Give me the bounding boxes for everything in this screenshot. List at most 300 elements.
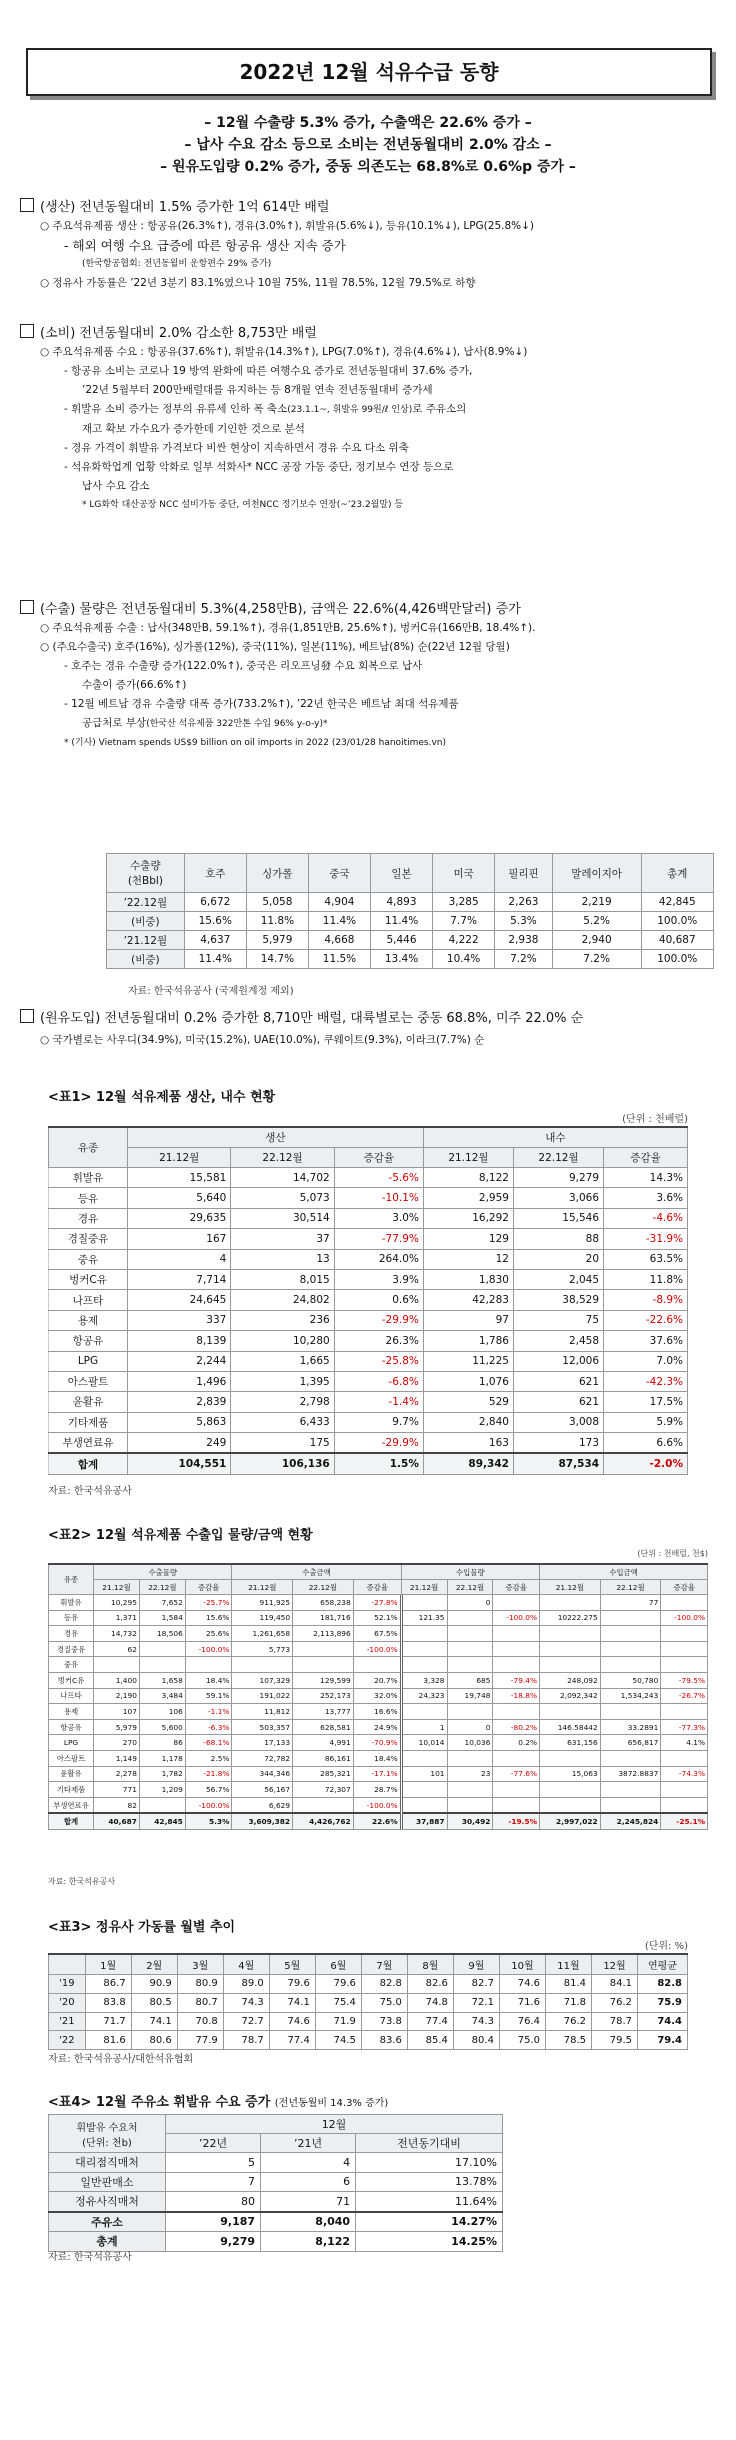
table-cell: 1,149 xyxy=(94,1750,140,1766)
table-cell xyxy=(600,1641,661,1657)
col-header: 일본 xyxy=(370,854,432,893)
table-cell: 40,687 xyxy=(94,1813,140,1829)
table-cell: 89.0 xyxy=(223,1975,269,1994)
table-cell: 74.8 xyxy=(407,1993,453,2012)
production-bullet-1: 주요석유제품 생산 : 항공유(26.3%↑), 경유(3.0%↑), 휘발유(5.6%↓), 등유(10.1%↓), LPG(25.8%↓) xyxy=(52,220,535,232)
table-cell: 181,716 xyxy=(293,1610,354,1626)
table-cell: -2.0% xyxy=(604,1453,688,1474)
table3-header: 12월 xyxy=(592,1954,638,1975)
table-cell: 중유 xyxy=(49,1657,94,1673)
table-cell: 1,076 xyxy=(423,1371,513,1391)
circle-bullet-icon: ○ xyxy=(40,277,50,289)
table-cell: 77.4 xyxy=(407,2012,453,2031)
checkbox-square-icon xyxy=(20,198,34,212)
row-label: ’21.12월 xyxy=(107,931,185,950)
table-cell: 33.2891 xyxy=(600,1719,661,1735)
table2-subheader: 증감율 xyxy=(185,1580,232,1595)
table-cell: 2,092,342 xyxy=(540,1688,601,1704)
table-cell: 11.4% xyxy=(308,912,370,931)
table-cell: 71.6 xyxy=(499,1993,545,2012)
table-cell: 80.6 xyxy=(131,2031,177,2050)
table-cell: 19,748 xyxy=(447,1688,493,1704)
table3-header: 5월 xyxy=(269,1954,315,1975)
table-cell: 80.5 xyxy=(131,1993,177,2012)
table1-unit: (단위 : 천배럴) xyxy=(622,1114,688,1125)
table-cell: 항공유 xyxy=(49,1331,128,1351)
table-cell: 74.4 xyxy=(638,2012,688,2031)
table-cell: 100.0% xyxy=(641,950,713,969)
table-cell xyxy=(401,1657,447,1673)
table-cell: 84.1 xyxy=(592,1975,638,1994)
table-cell: 73.8 xyxy=(361,2012,407,2031)
table-cell: 13.78% xyxy=(356,2172,503,2192)
table-cell: 대리점직매처 xyxy=(49,2153,166,2173)
table-row xyxy=(107,931,714,950)
table-cell: 3872.8837 xyxy=(600,1766,661,1782)
table-cell xyxy=(661,1750,708,1766)
table3-header: 7월 xyxy=(361,1954,407,1975)
table-row xyxy=(49,1188,688,1208)
table-cell: -22.6% xyxy=(604,1310,688,1330)
table-cell: 6,629 xyxy=(232,1797,293,1813)
table-cell: 부생연료유 xyxy=(49,1797,94,1813)
table-cell: -29.9% xyxy=(334,1310,423,1330)
table-cell: 2,959 xyxy=(423,1188,513,1208)
table1-subheader: 21.12월 xyxy=(128,1148,231,1168)
table-cell: -100.0% xyxy=(185,1641,232,1657)
table-cell: -25.8% xyxy=(334,1351,423,1371)
table-row xyxy=(49,1688,708,1704)
consumption-detail-2-cont: 로 주유소의 xyxy=(412,403,467,415)
table3-header: 9월 xyxy=(453,1954,499,1975)
table-cell: 100.0% xyxy=(641,912,713,931)
table-cell: 1,534,243 xyxy=(600,1688,661,1704)
table-cell: 5,640 xyxy=(128,1188,231,1208)
table-row xyxy=(49,2212,503,2232)
table-cell: 77 xyxy=(600,1595,661,1611)
table-cell: 2,940 xyxy=(552,931,641,950)
table-total-row xyxy=(49,1453,688,1474)
table-cell xyxy=(540,1797,601,1813)
table-cell: '21 xyxy=(49,2012,86,2031)
table-cell xyxy=(540,1704,601,1720)
consumption-detail-1: 항공유 소비는 코로나 19 방역 완화에 따른 여행수요 증가로 전년동월대비 37.6% 증가, xyxy=(71,365,473,377)
table-cell: 79.6 xyxy=(269,1975,315,1994)
table-cell: 90.9 xyxy=(131,1975,177,1994)
export-detail-1b: 수출이 증가(66.6%↑) xyxy=(82,679,187,691)
table-cell: 주유소 xyxy=(49,2212,166,2232)
table-cell: 24,645 xyxy=(128,1290,231,1310)
table-cell: 252,173 xyxy=(293,1688,354,1704)
table-cell: 11.4% xyxy=(184,950,246,969)
table-cell xyxy=(447,1641,493,1657)
table-cell: 일반판매소 xyxy=(49,2172,166,2192)
table-cell xyxy=(353,1657,401,1673)
table4-subheader: 전년동기대비 xyxy=(356,2134,503,2153)
table-cell: 11.8% xyxy=(604,1269,688,1289)
table-cell xyxy=(447,1782,493,1798)
table-cell: 30,514 xyxy=(231,1208,334,1228)
table-cell: 8,015 xyxy=(231,1269,334,1289)
table-cell: 146.58442 xyxy=(540,1719,601,1735)
table-cell: 합계 xyxy=(49,1453,128,1474)
dash-bullet-icon: - xyxy=(64,461,68,473)
table-cell xyxy=(447,1610,493,1626)
circle-bullet-icon: ○ xyxy=(40,346,50,358)
table-cell xyxy=(661,1595,708,1611)
table-cell xyxy=(401,1782,447,1798)
table-cell: -6.8% xyxy=(334,1371,423,1391)
table-cell: 74.6 xyxy=(499,1975,545,1994)
checkbox-square-icon xyxy=(20,324,34,338)
row-label: (비중) xyxy=(107,912,185,931)
table-cell: 97 xyxy=(423,1310,513,1330)
table-cell: 2,245,824 xyxy=(600,1813,661,1829)
table2-subheader: 22.12월 xyxy=(447,1580,493,1595)
table-cell: -18.8% xyxy=(493,1688,540,1704)
table2-group-header: 수입금액 xyxy=(540,1564,708,1580)
table-cell: 16.6% xyxy=(353,1704,401,1720)
table-cell: 59.1% xyxy=(185,1688,232,1704)
table-cell: 129 xyxy=(423,1229,513,1249)
table-cell xyxy=(232,1657,293,1673)
section-crude-import xyxy=(20,1009,720,1050)
table-cell: 1,658 xyxy=(139,1672,185,1688)
crude-bullet-1: 국가별로는 사우디(34.9%), 미국(15.2%), UAE(10.0%), 쿠웨이트(9.3%), 이라크(7.7%) 순 xyxy=(52,1034,485,1046)
table-cell: -8.9% xyxy=(604,1290,688,1310)
table4-subheader: ’22년 xyxy=(166,2134,261,2153)
table-cell: 1,178 xyxy=(139,1750,185,1766)
table-row xyxy=(49,1168,688,1188)
section-consumption-head: (소비) 전년동월대비 2.0% 감소한 8,753만 배럴 xyxy=(40,326,317,341)
table-cell: 771 xyxy=(94,1782,140,1798)
table1-subheader: 증감율 xyxy=(604,1148,688,1168)
table-row xyxy=(49,1290,688,1310)
table-cell: 3,008 xyxy=(513,1412,603,1432)
table-cell: 14.27% xyxy=(356,2212,503,2232)
table-row xyxy=(49,1797,708,1813)
table-cell: -70.9% xyxy=(353,1735,401,1751)
table2 xyxy=(48,1563,708,1830)
table-cell: 106 xyxy=(139,1704,185,1720)
table-cell: 72,782 xyxy=(232,1750,293,1766)
table-cell: 4,222 xyxy=(433,931,495,950)
table-cell: 4,991 xyxy=(293,1735,354,1751)
table-cell: 5,058 xyxy=(246,893,308,912)
table-cell: 휘발유 xyxy=(49,1595,94,1611)
table-cell: 119,450 xyxy=(232,1610,293,1626)
table-cell: 2,263 xyxy=(495,893,553,912)
table-cell: -29.9% xyxy=(334,1433,423,1454)
table-cell: 83.6 xyxy=(361,2031,407,2050)
section-production-head: (생산) 전년동월대비 1.5% 증가한 1억 614만 배럴 xyxy=(40,200,330,215)
table-cell: 17.5% xyxy=(604,1392,688,1412)
table-cell: 337 xyxy=(128,1310,231,1330)
table-cell xyxy=(600,1610,661,1626)
table-cell: 3.0% xyxy=(334,1208,423,1228)
table-cell: 63.5% xyxy=(604,1249,688,1269)
table-cell: 74.6 xyxy=(269,2012,315,2031)
table-cell xyxy=(139,1641,185,1657)
table-row xyxy=(49,1310,688,1330)
table-cell xyxy=(401,1750,447,1766)
table-row xyxy=(49,2172,503,2192)
summary-line-2: – 납사 수요 감소 등으로 소비는 전년동월대비 2.0% 감소 – xyxy=(184,137,552,153)
table-cell: 14.7% xyxy=(246,950,308,969)
table-cell: 휘발유 xyxy=(49,1168,128,1188)
table-cell: 3,285 xyxy=(433,893,495,912)
table-row xyxy=(49,1719,708,1735)
table-row xyxy=(49,1766,708,1782)
production-detail-1: 해외 여행 수요 급증에 따른 항공유 생산 지속 증가 xyxy=(72,238,346,253)
table-cell: 42,845 xyxy=(139,1813,185,1829)
table-cell xyxy=(401,1626,447,1642)
table3-header: 1월 xyxy=(85,1954,131,1975)
table3-header: 10월 xyxy=(499,1954,545,1975)
table-row xyxy=(107,893,714,912)
table-cell: 72,307 xyxy=(293,1782,354,1798)
table-cell xyxy=(94,1657,140,1673)
table-cell: 81.6 xyxy=(85,2031,131,2050)
table-cell: 78.7 xyxy=(592,2012,638,2031)
table2-group-header: 수출금액 xyxy=(232,1564,401,1580)
table-cell: 270 xyxy=(94,1735,140,1751)
table-cell: 50,780 xyxy=(600,1672,661,1688)
table3-header: 8월 xyxy=(407,1954,453,1975)
table1-source: 자료: 한국석유공사 xyxy=(48,1486,132,1497)
table-cell: 나프타 xyxy=(49,1290,128,1310)
table2-subheader: 증감율 xyxy=(661,1580,708,1595)
table-cell: 5,073 xyxy=(231,1188,334,1208)
table-row xyxy=(107,912,714,931)
table-row xyxy=(49,1595,708,1611)
table-cell xyxy=(661,1641,708,1657)
table-cell: -100.0% xyxy=(493,1610,540,1626)
table3-header: 11월 xyxy=(545,1954,591,1975)
table2-group-header: 수출물량 xyxy=(94,1564,232,1580)
table-cell xyxy=(540,1782,601,1798)
table-cell: 7,652 xyxy=(139,1595,185,1611)
table-row xyxy=(49,1993,688,2012)
table-cell: 14.3% xyxy=(604,1168,688,1188)
table-cell: 74.1 xyxy=(131,2012,177,2031)
table3-header: 4월 xyxy=(223,1954,269,1975)
table-cell: 86.7 xyxy=(85,1975,131,1994)
table-cell: 12,006 xyxy=(513,1351,603,1371)
table2-subheader: 21.12월 xyxy=(94,1580,140,1595)
table-cell xyxy=(493,1657,540,1673)
table-cell: 71.7 xyxy=(85,2012,131,2031)
table1-subheader: 증감율 xyxy=(334,1148,423,1168)
table-cell: 88 xyxy=(513,1229,603,1249)
table-cell: 106,136 xyxy=(231,1453,334,1474)
table-cell: 71 xyxy=(261,2192,356,2212)
table2-subheader: 증감율 xyxy=(353,1580,401,1595)
table-cell: 17,133 xyxy=(232,1735,293,1751)
table-cell xyxy=(447,1657,493,1673)
table2-subheader: 22.12월 xyxy=(139,1580,185,1595)
table-cell: -19.5% xyxy=(493,1813,540,1829)
table-cell: 2,045 xyxy=(513,1269,603,1289)
table-cell: 4 xyxy=(261,2153,356,2173)
table-cell xyxy=(493,1782,540,1798)
table-row xyxy=(49,1657,708,1673)
table-cell: 101 xyxy=(401,1766,447,1782)
table-cell: 86 xyxy=(139,1735,185,1751)
table-cell: 합계 xyxy=(49,1813,94,1829)
table-cell xyxy=(493,1750,540,1766)
table4-month-header: 12월 xyxy=(166,2115,503,2134)
table-cell: 0 xyxy=(447,1595,493,1611)
table4-source: 자료: 한국석유공사 xyxy=(48,2252,132,2263)
table-cell xyxy=(661,1626,708,1642)
table-cell: -77.3% xyxy=(661,1719,708,1735)
table-cell: 42,845 xyxy=(641,893,713,912)
table-cell: 173 xyxy=(513,1433,603,1454)
table-cell: 용제 xyxy=(49,1704,94,1720)
table-cell: 9.7% xyxy=(334,1412,423,1432)
table-cell: -1.4% xyxy=(334,1392,423,1412)
table-cell: 4,893 xyxy=(370,893,432,912)
table-row xyxy=(49,1433,688,1454)
table3-header: 3월 xyxy=(177,1954,223,1975)
table-cell xyxy=(293,1641,354,1657)
table-cell: 5.3% xyxy=(185,1813,232,1829)
table-cell: 1,786 xyxy=(423,1331,513,1351)
table-cell: 1,395 xyxy=(231,1371,334,1391)
table3-source: 자료: 한국석유공사/대한석유협회 xyxy=(48,2054,194,2065)
table-cell: '19 xyxy=(49,1975,86,1994)
table1-subheader: 22.12월 xyxy=(231,1148,334,1168)
table-cell xyxy=(600,1797,661,1813)
table-cell: 11.4% xyxy=(370,912,432,931)
table-cell: 총계 xyxy=(49,2232,166,2252)
table3-unit: (단위: %) xyxy=(644,1941,688,1952)
table-cell: 82.8 xyxy=(638,1975,688,1994)
table-row xyxy=(49,2153,503,2173)
table-cell: 121.35 xyxy=(401,1610,447,1626)
table-cell: 71.9 xyxy=(315,2012,361,2031)
table-cell: 6 xyxy=(261,2172,356,2192)
table-cell: 80 xyxy=(166,2192,261,2212)
table-row xyxy=(49,1208,688,1228)
table-cell: 10,036 xyxy=(447,1735,493,1751)
table-cell: 83.8 xyxy=(85,1993,131,2012)
table-cell: 2,278 xyxy=(94,1766,140,1782)
checkbox-square-icon xyxy=(20,1009,34,1023)
table-row xyxy=(49,1735,708,1751)
dash-bullet-icon: - xyxy=(64,660,68,672)
dash-bullet-icon: - xyxy=(64,365,68,377)
table-cell: 2,938 xyxy=(495,931,553,950)
table-cell: -74.3% xyxy=(661,1766,708,1782)
table-cell xyxy=(600,1704,661,1720)
table-cell xyxy=(661,1704,708,1720)
table-cell: 2,219 xyxy=(552,893,641,912)
dash-bullet-icon: - xyxy=(64,698,68,710)
table2-group-header: 수입물량 xyxy=(401,1564,539,1580)
table-cell: 285,321 xyxy=(293,1766,354,1782)
table-cell: 8,122 xyxy=(261,2232,356,2252)
table-row xyxy=(49,1641,708,1657)
table-cell: 87,534 xyxy=(513,1453,603,1474)
export-detail-1: 호주는 경유 수출량 증가(122.0%↑), 중국은 리오프닝發 수요 회복으로 납사 xyxy=(71,660,423,672)
table-cell: -100.0% xyxy=(353,1797,401,1813)
col-header: 중국 xyxy=(308,854,370,893)
table-cell: 1,782 xyxy=(139,1766,185,1782)
table-cell: 11,812 xyxy=(232,1704,293,1720)
table-row xyxy=(49,2012,688,2031)
col-header: 싱가폴 xyxy=(246,854,308,893)
table-cell: 5.9% xyxy=(604,1412,688,1432)
table-cell: 7,714 xyxy=(128,1269,231,1289)
table-cell: 7.7% xyxy=(433,912,495,931)
table-cell: 15.6% xyxy=(184,912,246,931)
table-cell: 13 xyxy=(231,1249,334,1269)
table-cell: 74.1 xyxy=(269,1993,315,2012)
table-cell: 80.9 xyxy=(177,1975,223,1994)
table-cell: 11.8% xyxy=(246,912,308,931)
table-cell: 0.6% xyxy=(334,1290,423,1310)
table-cell: 4,904 xyxy=(308,893,370,912)
table-cell: 벙커C유 xyxy=(49,1269,128,1289)
table-cell: 29,635 xyxy=(128,1208,231,1228)
section-export-head: (수출) 물량은 전년동월대비 5.3%(4,258만B), 금액은 22.6%(4,426백만달러) 증가 xyxy=(40,602,521,617)
table1-subheader: 21.12월 xyxy=(423,1148,513,1168)
table-cell: 78.7 xyxy=(223,2031,269,2050)
table-cell: 23 xyxy=(447,1766,493,1782)
table-cell: 32.0% xyxy=(353,1688,401,1704)
table-cell: 4,668 xyxy=(308,931,370,950)
table-cell: 경유 xyxy=(49,1626,94,1642)
table-cell: -4.6% xyxy=(604,1208,688,1228)
table2-subheader: 증감율 xyxy=(493,1580,540,1595)
table3-header xyxy=(49,1954,86,1975)
table-cell xyxy=(401,1797,447,1813)
table-cell: 14,732 xyxy=(94,1626,140,1642)
table-cell: 기타제품 xyxy=(49,1412,128,1432)
table-cell: 52.1% xyxy=(353,1610,401,1626)
table-cell: 37 xyxy=(231,1229,334,1249)
table-cell: 3,328 xyxy=(401,1672,447,1688)
table3-header: 6월 xyxy=(315,1954,361,1975)
table-cell: 1,830 xyxy=(423,1269,513,1289)
table-cell: 82.7 xyxy=(453,1975,499,1994)
table-cell: 정유사직매처 xyxy=(49,2192,166,2212)
table-cell xyxy=(540,1641,601,1657)
table-cell xyxy=(540,1657,601,1673)
table-cell xyxy=(401,1704,447,1720)
table-cell: -27.8% xyxy=(353,1595,401,1611)
table-cell: -6.3% xyxy=(185,1719,232,1735)
table-cell: 6,433 xyxy=(231,1412,334,1432)
table-cell: -1.1% xyxy=(185,1704,232,1720)
table-cell: 10,280 xyxy=(231,1331,334,1351)
table3-header: 연평균 xyxy=(638,1954,688,1975)
table-cell xyxy=(661,1782,708,1798)
table-cell: 248,092 xyxy=(540,1672,601,1688)
table-cell: 30,492 xyxy=(447,1813,493,1829)
table-cell: 529 xyxy=(423,1392,513,1412)
consumption-note: * LG화학 대산공장 NCC 설비가동 중단, 여천NCC 정기보수 연장(~’23.2월말) 등 xyxy=(82,500,404,510)
export-detail-2: 12월 베트남 경유 수출량 대폭 증가(733.2%↑), ’22년 한국은 베트남 최대 석유제품 xyxy=(71,698,459,710)
table-cell: 72.7 xyxy=(223,2012,269,2031)
table-cell: 2,244 xyxy=(128,1351,231,1371)
table-cell: 82.6 xyxy=(407,1975,453,1994)
section-production xyxy=(20,198,720,293)
table-cell: 9,187 xyxy=(166,2212,261,2232)
table-cell: 79.6 xyxy=(315,1975,361,1994)
